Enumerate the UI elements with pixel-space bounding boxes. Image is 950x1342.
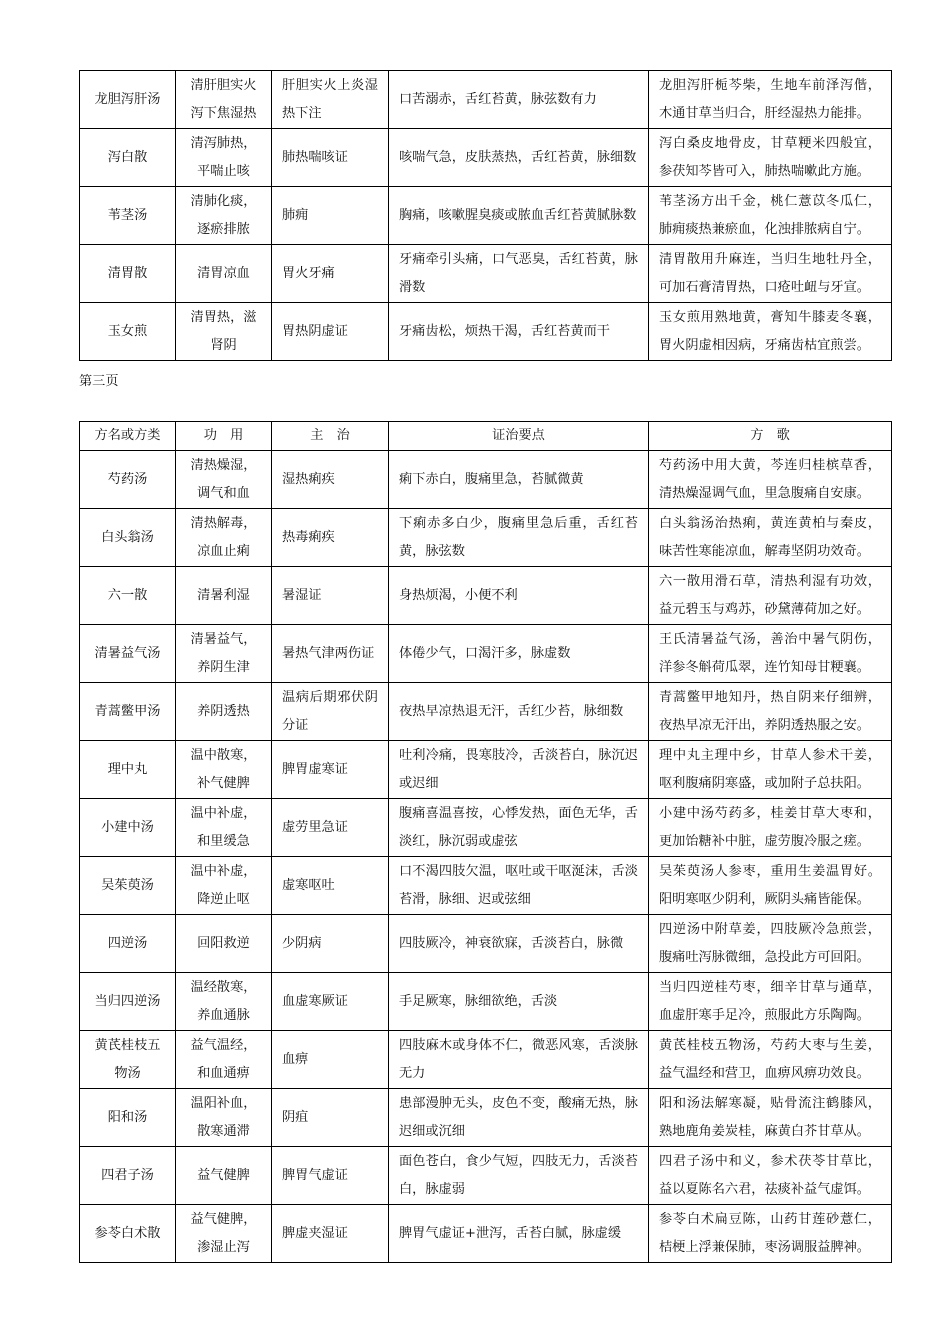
cell-indication: 血虚寒厥证 [272,973,389,1031]
cell-formula-name: 理中丸 [80,741,176,799]
cell-effect: 清暑利湿 [176,567,272,625]
cell-formula-name: 黄芪桂枝五物汤 [80,1031,176,1089]
cell-formula-song: 四逆汤中附草姜，四肢厥冷急煎尝，腹痛吐泻脉微细，急投此方可回阳。 [649,915,892,973]
cell-indication: 热毒痢疾 [272,509,389,567]
cell-formula-song: 黄芪桂枝五物汤，芍药大枣与生姜，益气温经和营卫，血痹风痹功效良。 [649,1031,892,1089]
cell-effect: 清热解毒，凉血止痢 [176,509,272,567]
cell-effect: 清胃热，滋肾阴 [176,303,272,361]
cell-effect: 清暑益气，养阴生津 [176,625,272,683]
cell-indication: 肺痈 [272,187,389,245]
cell-formula-name: 白头翁汤 [80,509,176,567]
header-name: 方名或方类 [80,422,176,451]
cell-effect: 温经散寒，养血通脉 [176,973,272,1031]
cell-formula-name: 小建中汤 [80,799,176,857]
table-row [80,129,892,187]
cell-effect: 清热燥湿，调气和血 [176,451,272,509]
table-row [80,799,892,857]
table-row [80,973,892,1031]
header-effect: 功 用 [176,422,272,451]
cell-key-points: 腹痛喜温喜按，心悸发热，面色无华，舌淡红，脉沉弱或虚弦 [389,799,649,857]
cell-key-points: 口苦溺赤，舌红苔黄，脉弦数有力 [389,71,649,129]
cell-indication: 阴疽 [272,1089,389,1147]
cell-key-points: 患部漫肿无头，皮色不变，酸痛无热，脉迟细或沉细 [389,1089,649,1147]
cell-key-points: 手足厥寒，脉细欲绝，舌淡 [389,973,649,1031]
cell-formula-name: 四逆汤 [80,915,176,973]
cell-formula-song: 玉女煎用熟地黄，膏知牛膝麦冬襄，胃火阴虚相因病，牙痛齿枯宜煎尝。 [649,303,892,361]
cell-formula-name: 清暑益气汤 [80,625,176,683]
cell-effect: 温阳补血，散寒通滞 [176,1089,272,1147]
table-row [80,1031,892,1089]
cell-formula-name: 阳和汤 [80,1089,176,1147]
table-header-row [80,422,892,451]
table-row [80,625,892,683]
cell-effect: 益气健脾 [176,1147,272,1205]
table-row [80,1147,892,1205]
table-row [80,451,892,509]
cell-indication: 脾虚夹湿证 [272,1205,389,1263]
cell-indication: 湿热痢疾 [272,451,389,509]
cell-indication: 虚劳里急证 [272,799,389,857]
cell-indication: 血痹 [272,1031,389,1089]
cell-indication: 少阴病 [272,915,389,973]
table-row [80,509,892,567]
cell-formula-name: 青蒿鳖甲汤 [80,683,176,741]
cell-key-points: 下痢赤多白少，腹痛里急后重，舌红苔黄，脉弦数 [389,509,649,567]
cell-formula-song: 理中丸主理中乡，甘草人参术干姜，呕利腹痛阴寒盛，或加附子总扶阳。 [649,741,892,799]
cell-indication: 胃火牙痛 [272,245,389,303]
cell-key-points: 身热烦渴，小便不利 [389,567,649,625]
cell-formula-name: 泻白散 [80,129,176,187]
cell-key-points: 痢下赤白，腹痛里急，苔腻微黄 [389,451,649,509]
cell-indication: 暑湿证 [272,567,389,625]
cell-effect: 清肝胆实火泻下焦湿热 [176,71,272,129]
cell-indication: 脾胃虚寒证 [272,741,389,799]
table-row [80,187,892,245]
cell-formula-song: 白头翁汤治热痢，黄连黄柏与秦皮，味苦性寒能凉血，解毒坚阴功效奇。 [649,509,892,567]
cell-formula-name: 四君子汤 [80,1147,176,1205]
table-row [80,567,892,625]
table-row [80,71,892,129]
cell-effect: 养阴透热 [176,683,272,741]
cell-effect: 益气健脾，渗湿止泻 [176,1205,272,1263]
table-row [80,303,892,361]
cell-effect: 温中补虚，和里缓急 [176,799,272,857]
cell-key-points: 四肢麻木或身体不仁，微恶风寒，舌淡脉无力 [389,1031,649,1089]
cell-effect: 温中补虚，降逆止呕 [176,857,272,915]
cell-indication: 胃热阴虚证 [272,303,389,361]
formula-table-top [79,70,892,361]
cell-effect: 益气温经，和血通痹 [176,1031,272,1089]
cell-key-points: 咳喘气急，皮肤蒸热，舌红苔黄，脉细数 [389,129,649,187]
header-key-points: 证治要点 [389,422,649,451]
table-row [80,245,892,303]
table-row [80,1205,892,1263]
cell-formula-song: 王氏清暑益气汤，善治中暑气阴伤，洋参冬斛荷瓜翠，连竹知母甘粳襄。 [649,625,892,683]
cell-formula-name: 玉女煎 [80,303,176,361]
cell-effect: 温中散寒，补气健脾 [176,741,272,799]
header-song: 方 歌 [649,422,892,451]
cell-key-points: 体倦少气，口渴汗多，脉虚数 [389,625,649,683]
cell-formula-name: 清胃散 [80,245,176,303]
cell-effect: 清肺化痰，逐瘀排脓 [176,187,272,245]
cell-formula-name: 龙胆泻肝汤 [80,71,176,129]
cell-key-points: 牙痛牵引头痛，口气恶臭，舌红苔黄，脉滑数 [389,245,649,303]
formula-table-bottom [79,421,892,1263]
cell-formula-name: 芍药汤 [80,451,176,509]
cell-key-points: 夜热早凉热退无汗，舌红少苔，脉细数 [389,683,649,741]
cell-formula-name: 当归四逆汤 [80,973,176,1031]
cell-formula-song: 龙胆泻肝栀芩柴，生地车前泽泻偕，木通甘草当归合，肝经湿热力能排。 [649,71,892,129]
cell-formula-name: 六一散 [80,567,176,625]
cell-effect: 清胃凉血 [176,245,272,303]
cell-formula-song: 阳和汤法解寒凝，贴骨流注鹤膝风，熟地鹿角姜炭桂，麻黄白芥甘草从。 [649,1089,892,1147]
table-row [80,683,892,741]
cell-formula-name: 苇茎汤 [80,187,176,245]
page-label: 第三页 [79,374,119,389]
cell-formula-song: 六一散用滑石草，清热利湿有功效，益元碧玉与鸡苏，砂黛薄荷加之好。 [649,567,892,625]
cell-formula-song: 小建中汤芍药多，桂姜甘草大枣和，更加饴糖补中脏，虚劳腹冷服之瘥。 [649,799,892,857]
table-row [80,1089,892,1147]
cell-formula-song: 吴茱萸汤人参枣，重用生姜温胃好。阳明寒呕少阴利，厥阴头痛皆能保。 [649,857,892,915]
table-row [80,857,892,915]
cell-indication: 脾胃气虚证 [272,1147,389,1205]
cell-formula-song: 参苓白术扁豆陈，山药甘莲砂薏仁，桔梗上浮兼保肺，枣汤调服益脾神。 [649,1205,892,1263]
cell-indication: 肝胆实火上炎湿热下注 [272,71,389,129]
cell-key-points: 吐利冷痛，畏寒肢冷，舌淡苔白，脉沉迟或迟细 [389,741,649,799]
table-row [80,915,892,973]
cell-key-points: 面色苍白，食少气短，四肢无力，舌淡苔白，脉虚弱 [389,1147,649,1205]
cell-indication: 温病后期邪伏阴分证 [272,683,389,741]
cell-formula-song: 四君子汤中和义，参术茯苓甘草比，益以夏陈名六君，祛痰补益气虚饵。 [649,1147,892,1205]
cell-indication: 虚寒呕吐 [272,857,389,915]
cell-formula-song: 当归四逆桂芍枣，细辛甘草与通草，血虚肝寒手足冷，煎服此方乐陶陶。 [649,973,892,1031]
cell-formula-name: 参苓白术散 [80,1205,176,1263]
cell-formula-song: 苇茎汤方出千金，桃仁薏苡冬瓜仁，肺痈痰热兼瘀血，化浊排脓病自宁。 [649,187,892,245]
cell-key-points: 口不渴四肢欠温，呕吐或干呕涎沫，舌淡苔滑，脉细、迟或弦细 [389,857,649,915]
cell-key-points: 牙痛齿松，烦热干渴，舌红苔黄而干 [389,303,649,361]
cell-formula-song: 青蒿鳖甲地知丹，热自阴来仔细辨，夜热早凉无汗出，养阴透热服之安。 [649,683,892,741]
cell-formula-song: 泻白桑皮地骨皮，甘草粳米四般宜，参茯知芩皆可入，肺热喘嗽此方施。 [649,129,892,187]
cell-key-points: 脾胃气虚证+泄泻，舌苔白腻，脉虚缓 [389,1205,649,1263]
cell-formula-song: 清胃散用升麻连，当归生地牡丹全，可加石膏清胃热，口疮吐衄与牙宣。 [649,245,892,303]
cell-indication: 暑热气津两伤证 [272,625,389,683]
cell-key-points: 四肢厥冷，神衰欲寐，舌淡苔白，脉微 [389,915,649,973]
header-indication: 主 治 [272,422,389,451]
table-row [80,741,892,799]
cell-key-points: 胸痛，咳嗽腥臭痰或脓血舌红苔黄腻脉数 [389,187,649,245]
cell-effect: 清泻肺热，平喘止咳 [176,129,272,187]
cell-effect: 回阳救逆 [176,915,272,973]
cell-formula-song: 芍药汤中用大黄，芩连归桂槟草香，清热燥湿调气血，里急腹痛自安康。 [649,451,892,509]
cell-indication: 肺热喘咳证 [272,129,389,187]
cell-formula-name: 吴茱萸汤 [80,857,176,915]
